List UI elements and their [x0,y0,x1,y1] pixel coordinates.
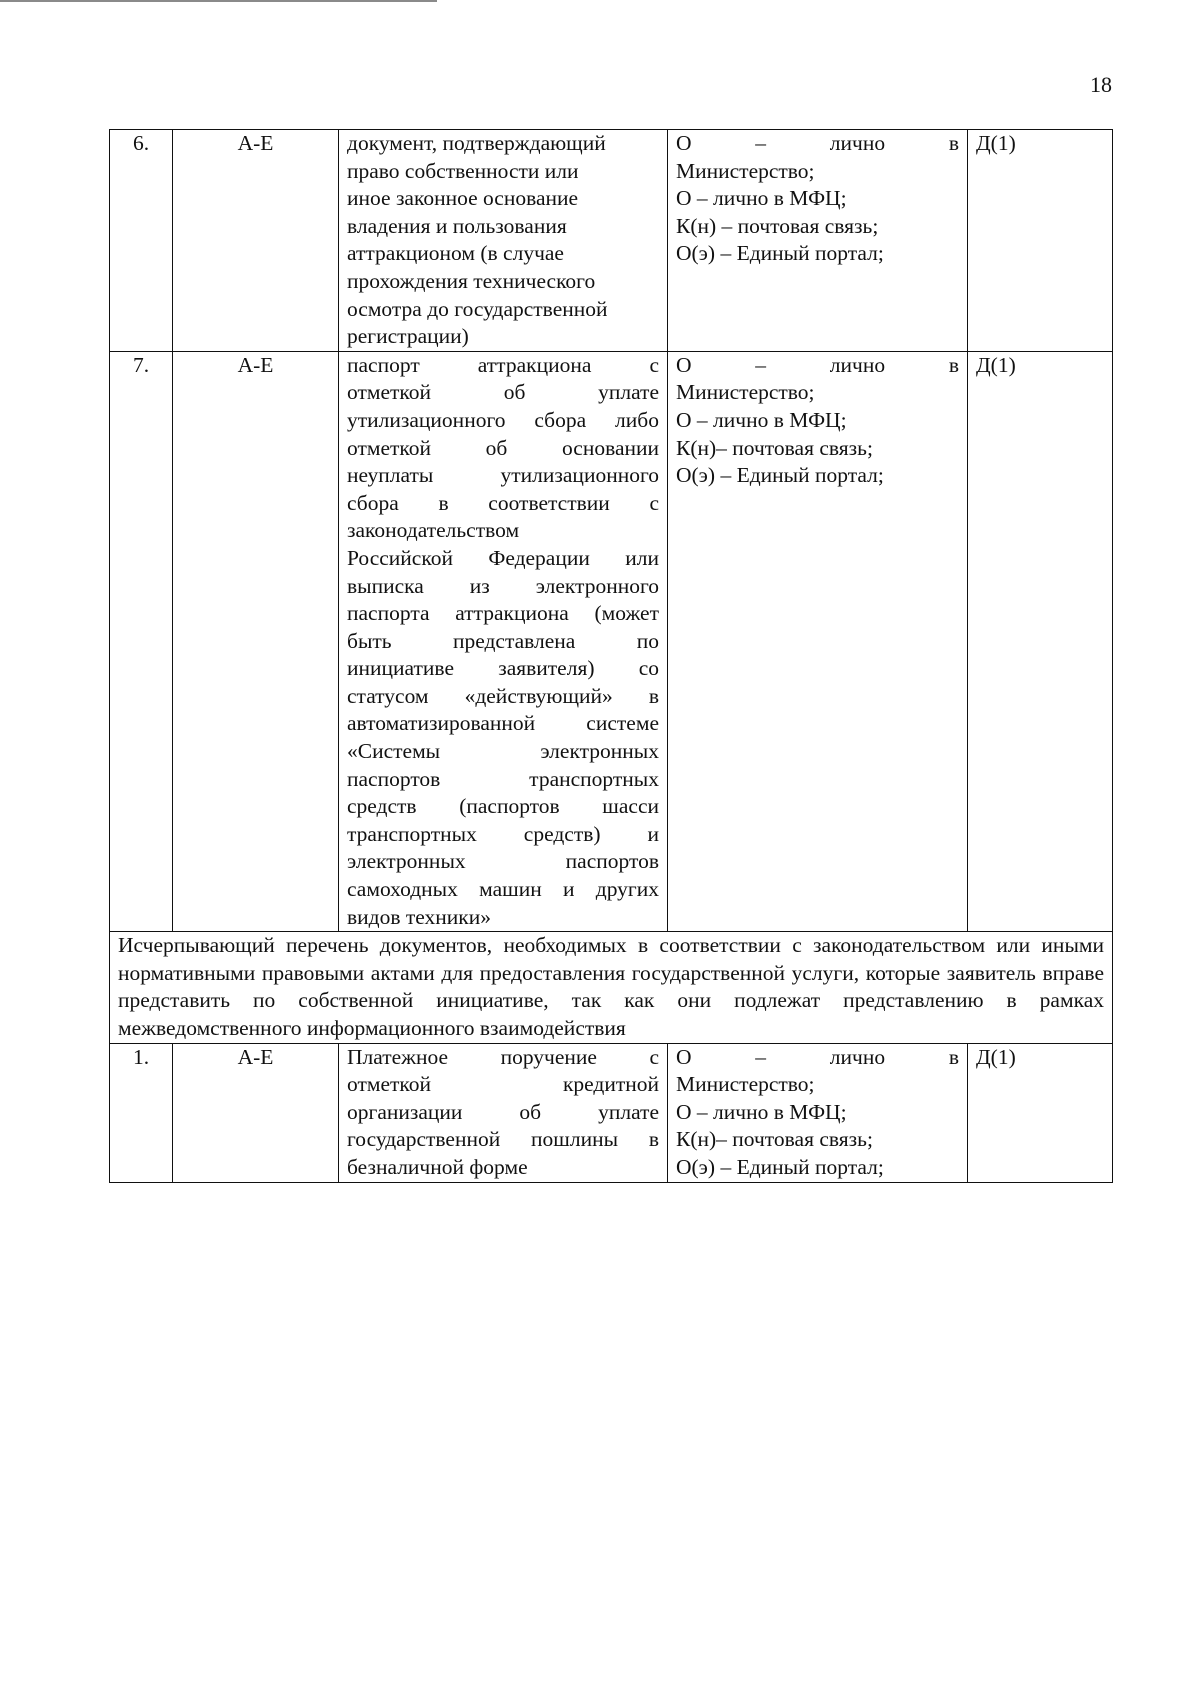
submission-line: Министерство; [676,380,815,405]
page-number: 18 [1090,72,1112,97]
table-row [110,130,1113,352]
table-row [110,351,1113,931]
submission-line: О – лично в МФЦ; [676,1099,847,1124]
submission-line: К(н)– почтовая связь; [676,1127,873,1152]
row-number: 7. [110,351,173,931]
document-line: Российской Федерации или [347,545,659,570]
submission-word: в [948,1044,959,1069]
document-line: паспорт аттракциона с [347,352,659,377]
submission-word: – [755,352,767,377]
document-line: самоходных машин и других [347,877,659,902]
documents-table [109,129,1113,1183]
submission-first-line [676,352,959,380]
document-code: Д(1) [968,130,1113,352]
document-line: организации об уплате [347,1099,659,1124]
submission-line: О(э) – Единый портал; [676,1154,884,1179]
submission-line: О(э) – Единый портал; [676,463,884,488]
document-line: иное законное основание [347,186,579,211]
document-line: отметкой об основании [347,435,659,460]
document-line: отметкой кредитной [347,1072,659,1097]
table-row [110,1043,1113,1182]
document-line: Платежное поручение с [347,1044,659,1069]
document-line: осмотра до государственной [347,296,608,321]
submission-word: О [676,131,692,155]
table-body-interagency [110,1043,1113,1182]
document-line: неуплаты утилизационного [347,463,659,488]
document-line: средств (паспортов шасси [347,794,659,819]
submission-first-line [676,130,959,158]
applicant-category: А-Е [173,351,339,931]
submission-word: О [676,352,692,377]
document-line: статусом «действующий» в [347,683,659,708]
document-line: аттракционом (в случае [347,241,564,266]
row-number: 6. [110,130,173,352]
document-line: выписка из электронного [347,573,659,598]
submission-line: К(н)– почтовая связь; [676,435,873,460]
table-body-main [110,130,1113,932]
submission-word: – [755,1044,767,1069]
submission-line: О – лично в МФЦ; [676,186,847,211]
submission-word: О [676,1044,692,1069]
submission-word: – [755,131,767,155]
document-code: Д(1) [968,1043,1113,1182]
submission-line: К(н) – почтовая связь; [676,213,879,238]
submission-line: О(э) – Единый портал; [676,241,884,266]
submission-word: в [948,352,959,377]
document-code: Д(1) [968,351,1113,931]
submission-line: Министерство; [676,1072,815,1097]
submission-methods [668,351,968,931]
document-line: паспорта аттракциона (может [347,601,659,626]
document-line: отметкой об уплате [347,380,659,405]
document-line: государственной пошлины в [347,1127,659,1152]
document-line: инициативе заявителя) со [347,656,659,681]
applicant-category: А-Е [173,130,339,352]
document-line: законодательством [347,518,520,543]
document-description [339,351,668,931]
section-row [110,932,1113,1043]
section-text: Исчерпывающий перечень документов, необходимых в соответствии с законодательством или иными нормативными правовыми актами для предоставления государственной услуги, которые заявитель вправе представить по собственной инициативе, так как они подлежат представлению в рамках межведомственного информационного взаимодействия [110,932,1113,1043]
document-line: сбора в соответствии с [347,490,659,515]
document-line: транспортных средств) и [347,821,659,846]
document-description [339,130,668,352]
submission-word: лично [829,1044,886,1069]
table-section-header [110,932,1113,1043]
document-line: видов техники» [347,904,491,929]
document-line: паспортов транспортных [347,766,659,791]
document-line: «Системы электронных [347,739,659,764]
document-line: быть представлена по [347,628,659,653]
submission-word: лично [829,131,886,155]
row-number: 1. [110,1043,173,1182]
document-line: регистрации) [347,324,469,349]
submission-word: в [948,131,959,155]
submission-word: лично [829,352,886,377]
submission-first-line [676,1044,959,1072]
document-line: утилизационного сбора либо [347,407,659,432]
document-line: безналичной форме [347,1154,528,1179]
document-description [339,1043,668,1182]
document-line: право собственности или [347,158,579,183]
submission-line: О – лично в МФЦ; [676,407,847,432]
document-line: прохождения технического [347,268,596,293]
submission-methods [668,1043,968,1182]
document-line: автоматизированной системе [347,711,659,736]
submission-line: Министерство; [676,158,815,183]
applicant-category: А-Е [173,1043,339,1182]
document-line: владения и пользования [347,213,567,238]
document-line: документ, подтверждающий [347,131,606,155]
submission-methods [668,130,968,352]
document-line: электронных паспортов [347,849,659,874]
top-border-line [0,0,437,2]
